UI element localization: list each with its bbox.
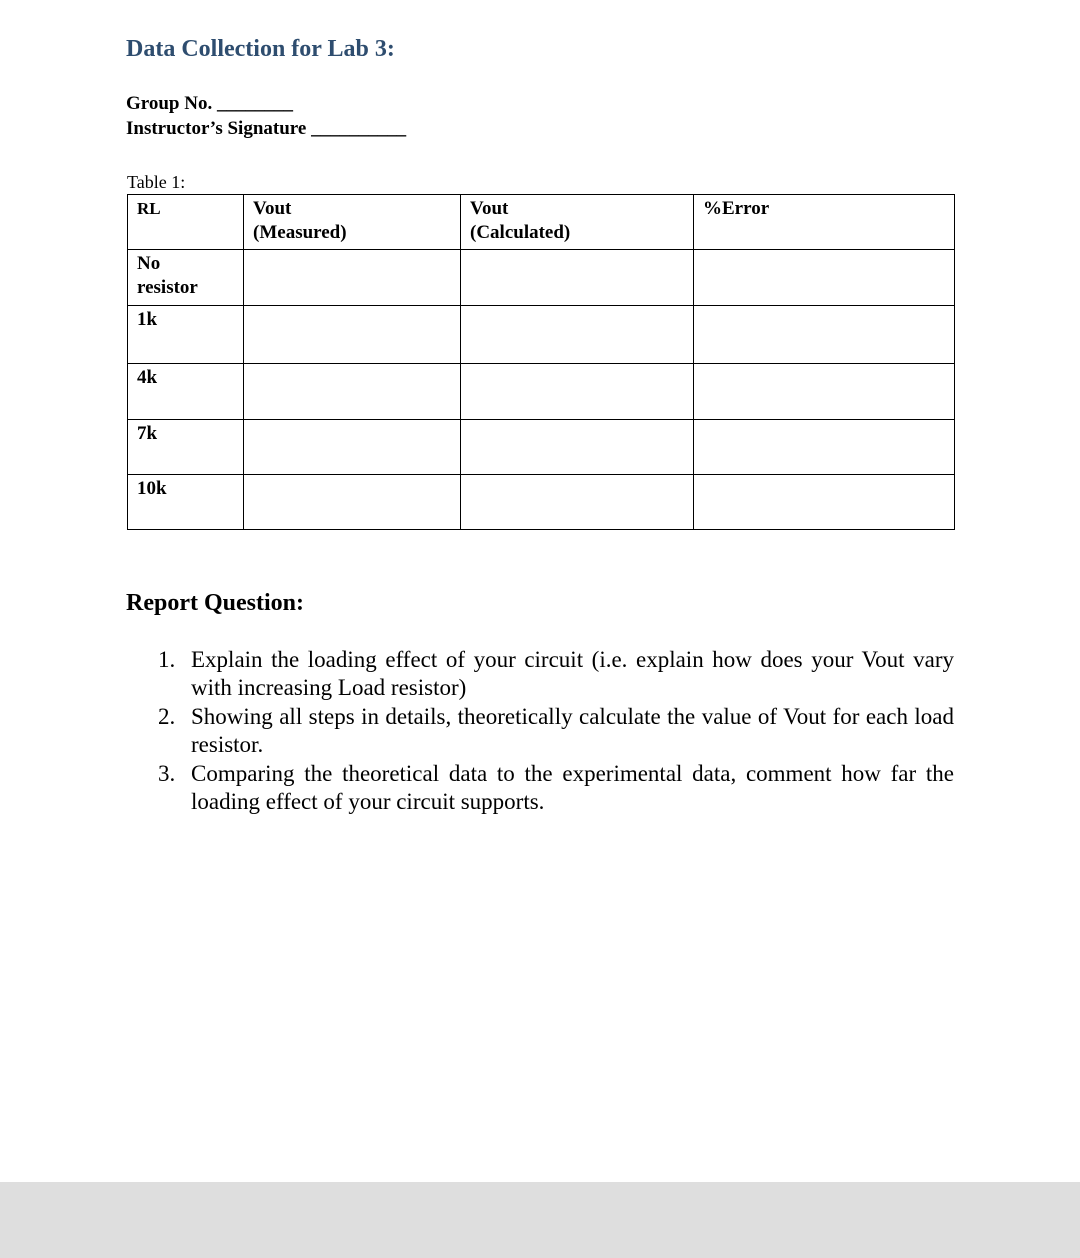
- row-label: 1k: [137, 309, 158, 330]
- percent-error-cell[interactable]: [694, 420, 955, 475]
- report-heading: Report Question:: [126, 590, 304, 616]
- instructor-signature-label: Instructor’s Signature: [126, 118, 307, 139]
- group-number-label: Group No.: [126, 93, 213, 114]
- list-item: [158, 760, 954, 816]
- row-label-line2: resistor: [137, 277, 198, 298]
- header-percent-error: [694, 195, 955, 250]
- header-rl: [128, 195, 244, 250]
- vout-calculated-cell[interactable]: [461, 306, 694, 364]
- percent-error-cell[interactable]: [694, 364, 955, 420]
- row-label: 7k: [137, 423, 158, 444]
- instructor-signature-line: [126, 117, 406, 141]
- row-label-cell: [128, 250, 244, 306]
- row-label: 4k: [137, 367, 158, 388]
- vout-measured-cell[interactable]: [244, 420, 461, 475]
- row-label-cell: [128, 475, 244, 530]
- row-label: 10k: [137, 478, 167, 499]
- instructor-signature-blank: __________: [311, 118, 407, 139]
- vout-measured-cell[interactable]: [244, 250, 461, 306]
- header-rl-label: RL: [137, 199, 161, 218]
- percent-error-cell[interactable]: [694, 306, 955, 364]
- table-row: [128, 250, 955, 306]
- vout-calculated-cell[interactable]: [461, 420, 694, 475]
- list-item: [158, 703, 954, 759]
- question-number: 3.: [158, 761, 176, 786]
- percent-error-cell[interactable]: [694, 475, 955, 530]
- document-title: Data Collection for Lab 3:: [126, 36, 395, 62]
- row-label-cell: [128, 420, 244, 475]
- vout-calculated-cell[interactable]: [461, 475, 694, 530]
- viewer-background-band: [0, 1182, 1080, 1258]
- table-header-row: [128, 195, 955, 250]
- vout-calculated-cell[interactable]: [461, 250, 694, 306]
- vout-calculated-cell[interactable]: [461, 364, 694, 420]
- header-vout-calculated: [461, 195, 694, 250]
- table-row: [128, 475, 955, 530]
- header-vout-measured-line1: Vout: [253, 198, 292, 219]
- vout-measured-cell[interactable]: [244, 364, 461, 420]
- vout-measured-cell[interactable]: [244, 306, 461, 364]
- header-vout-calculated-line1: Vout: [470, 198, 509, 219]
- question-number: 2.: [158, 704, 176, 729]
- row-label-cell: [128, 364, 244, 420]
- vout-measured-cell[interactable]: [244, 475, 461, 530]
- percent-error-cell[interactable]: [694, 250, 955, 306]
- header-vout-calculated-line2: (Calculated): [470, 222, 571, 243]
- question-text: Comparing the theoretical data to the experimental data, comment how far the loading effect of your circuit supports.: [191, 761, 954, 814]
- header-vout-measured: [244, 195, 461, 250]
- group-number-blank: ________: [216, 93, 293, 114]
- row-label-cell: [128, 306, 244, 364]
- data-table: [127, 194, 955, 530]
- table-row: [128, 420, 955, 475]
- group-number-line: [126, 92, 293, 116]
- header-percent-error-label: %Error: [703, 198, 770, 219]
- report-question-list: [158, 646, 954, 817]
- table-caption: Table 1:: [127, 172, 186, 192]
- list-item: [158, 646, 954, 702]
- table-row: [128, 364, 955, 420]
- table-row: [128, 306, 955, 364]
- question-text: Explain the loading effect of your circuit (i.e. explain how does your Vout vary with increasing Load resistor): [191, 647, 954, 700]
- question-text: Showing all steps in details, theoretically calculate the value of Vout for each load resistor.: [191, 704, 954, 757]
- header-vout-measured-line2: (Measured): [253, 222, 347, 243]
- question-number: 1.: [158, 647, 176, 672]
- row-label: No: [137, 253, 161, 274]
